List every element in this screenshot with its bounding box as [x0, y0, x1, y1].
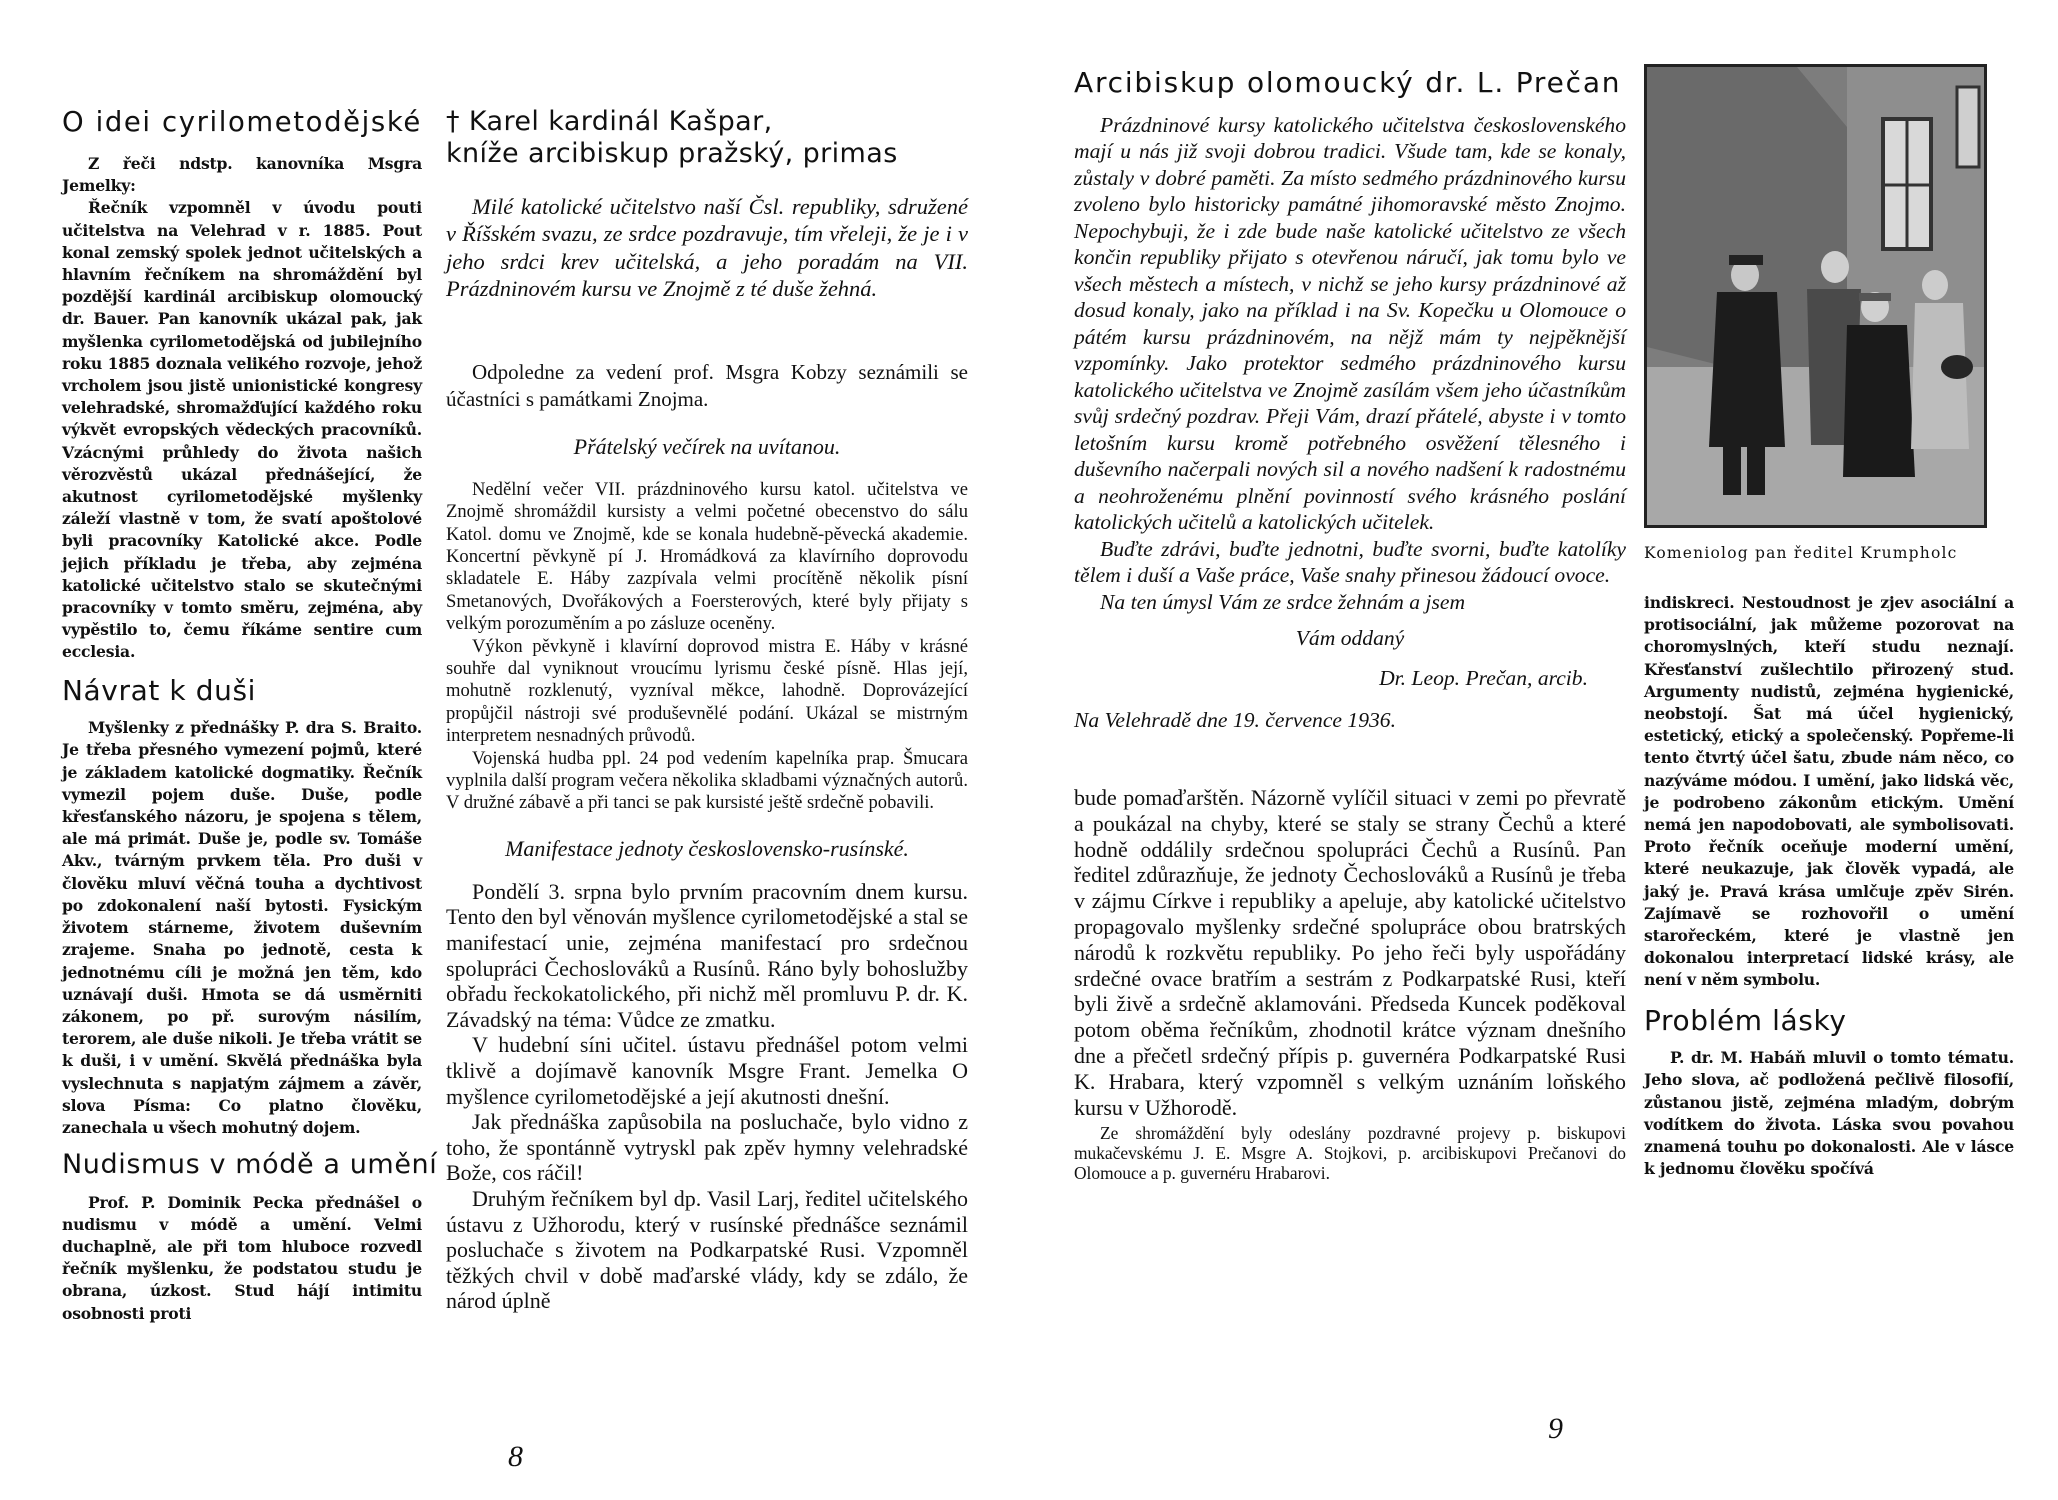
letter-paragraph-3: Na ten úmysl Vám ze srdce žehnám a jsem — [1100, 589, 1466, 614]
photo-caption: Komeniolog pan ředitel Krumpholc — [1644, 544, 1958, 562]
article-body-cyrilomethodian-idea — [62, 153, 422, 664]
paragraph-afternoon: Odpoledne za vedení prof. Msgra Kobzy seznámili se účastníci s památkami Znojma. — [446, 359, 968, 411]
left-page-column-1 — [62, 106, 438, 1325]
article-title-cyrilomethodian-idea: O idei cyrilometodějské — [62, 106, 422, 138]
right-page — [1010, 0, 2058, 1500]
page-number-right: 9 — [1548, 1412, 1563, 1445]
paragraph-performance: Výkon pěvkyně i klavírní doprovod mistra E. Háby v krásné souhře dal vyniknout vroucímu lyrismu české písně. Hlas její, mohutně rozklenutý, vyzníval měkce, lahodně. Doprovázející propůjčil nástroji své produševnělé podání. Ukázal se mistrným interpretem nesnadných průvodů. — [446, 635, 968, 747]
page-number-left: 8 — [508, 1440, 523, 1473]
title-line-2: kníže arcibiskup pražský, primas — [446, 138, 898, 170]
article-lead: Z řeči ndstp. kanovníka Msgra Jemelky: — [62, 154, 422, 196]
paragraph-evening-concert: Nedělní večer VII. prázdninového kursu katol. učitelstva ve Znojmě shromáždil kursisty a velmi početné obecenstvo do sálu Katol. domu ve Znojmě, kde se konala hudebně-pěvecká akademie. Koncertní pěvkyně pí J. Hromádková za klavírního doprovodu skladatele E. Háby zazpívala velmi procítěně několik písní Smetanových, Dvořákových a Foersterových, které byly přijaty s velkým porozuměním a po zásluze oceněny. — [446, 478, 968, 635]
article-paragraph: indiskreci. Nestoudnost je zjev asociální a protisociální, jak můžeme pozorovat na choromyslných, kteří studu neznají. Křesťanství zušlechtilo přirozený stud. Argumenty nudistů, zejména hygienické, neobstojí. Šat má účel hygienický, estetický, etický a společenský. Popřeme-li tento čtvrtý účel šatu, zbude nám něco, co nazýváme módou. I umění, jako lidská věc, je podrobeno zákonům etickým. Umění nemá jen napodobovati, ale symbolisovati. Proto řečník oceňuje moderní umění, které neukazuje, jak člověk vypadá, ale jaký je. Pravá krása umlčuje zpěv Sirén. Zajímavě se rozhovořil o umění starořeckém, které je vlastně jen dokonalou interpretací lidské krásy, ale není v něm symbolu. — [1644, 593, 2014, 990]
article-paragraph: Myšlenky z přednášky P. dra S. Braito. Je třeba přesného vymezení pojmů, které je základem katolické dogmatiky. Řečník vymezil pojem duše. Duše, podle křesťanského názoru, je spojena s tělem, ale má primát. Duše je, podle sv. Tomáše Akv., tvárným prvkem těla. Pro duši v člověku mluví věčná touha a dychtivost po zdokonalení naší bytosti. Fysickým životem stárneme, životem duševním zrajeme. Snaha po jednotě, cesta k jednotnému cíli je možná jen těm, kdo uznávají duši. Hmota se dá usměrniti zákonem, po př. surovým násilím, terorem, ale duše nikoli. Je třeba vrátit se k duši, i v umění. Skvělá přednáška byla vyslechnuta s napjatým zájmem a závěr, slova Písma: Co platno člověku, zanechala u všech mohutný dojem. — [62, 718, 422, 1137]
paragraph-greetings-sent: Ze shromáždění byly odeslány pozdravné projevy p. biskupovi mukačevskému J. E. Msgre A. Stojkovi, p. arcibiskupovi Prečanovi do Olomouce a p. guvernéru Hrabarovi. — [1074, 1123, 1626, 1183]
article-body-nudism-continued — [1644, 592, 2014, 992]
article-title-archbishop-precan: Arcibiskup olomoucký dr. L. Prečan — [1074, 66, 1622, 99]
article-title-problem-of-love: Problém lásky — [1644, 1003, 1847, 1037]
article-body-nudism — [62, 1192, 422, 1325]
letter-paragraph-1: Prázdninové kursy katolického učitelstva československého mají u nás již svoji dobrou tradici. Všude tam, kde se konaly, zůstaly v dobré paměti. Za místo sedmého prázdninového kursu zvoleno bylo historicky památné jihomoravské město Znojmo. Nepochybuji, že i zde bude naše katolické učitelstvo ze všech končin republiky přijato s otevřenou náručí, jak tomu bylo ve všech městech a místech, v nichž se jeho kursy prázdninové až dosud konaly, jako na příklad i na Sv. Kopečku u Olomouce o pátém kursu prázdninovém, na nějž mám ty nejpěknější vzpomínky. Jako protektor sedmého prázdninového kursu katolického učitelstva ve Znojmě zasílám všem jeho účastníkům svůj srdečný pozdrav. Přeji Vám, drazí přátelé, abyste i v tomto letošním kursu kromě potřebného osvěžení tělesného i duševního načerpali nových sil a nového nadšení k radostnému a neohroženému plnění povinností svého krásného poslání katolických učitelů a katolických učitelek. — [1074, 112, 1626, 535]
article-paragraph: Prof. P. Dominik Pecka přednášel o nudismu v módě a umění. Velmi duchaplně, ale při tom hluboce rozvedl řečník myšlenku, že podstatou studu je obrana, úzkost. Stud hájí intimitu osobnosti proti — [62, 1192, 422, 1323]
subheading-welcome-evening: Přátelský večírek na uvítanou. — [573, 433, 841, 459]
letter-dateline: Na Velehradě dne 19. července 1936. — [1074, 708, 1396, 733]
subheading-manifestation: Manifestace jednoty československo-rusínské. — [505, 835, 909, 861]
article-body-problem-of-love — [1644, 1047, 2014, 1180]
letter-paragraph-2: Buďte zdrávi, buďte jednotni, buďte svorni, buďte katolíky tělem i duší a Vaše práce, Vaše snahy přinesou žádoucí ovoce. — [1074, 536, 1626, 588]
left-page — [0, 0, 1010, 1500]
paragraph-second-speaker: Druhým řečníkem byl dp. Vasil Larj, ředitel učitelského ústavu z Užhorodu, který v rusínské přednášce seznámil posluchače s životem na Podkarpatské Rusi. Vzpomněl těžkých chvil v době maďarské vlády, kdy se zdálo, že národ úplně — [446, 1186, 968, 1314]
photo-group-portrait — [1644, 64, 1987, 528]
paragraph-monday: Pondělí 3. srpna bylo prvním pracovním dnem kursu. Tento den byl věnován myšlence cyrilometodějské a stal se manifestací unie, zejména manifestací pro srdečnou spolupráci Čechoslováků a Rusínů. Ráno byly bohoslužby obřadu řeckokatolického, při nichž měl promluvu P. dr. K. Závadský na téma: Vůdce ze zmatku. — [446, 878, 968, 1032]
article-body-return-to-soul — [62, 717, 422, 1139]
right-page-column-1 — [1074, 66, 1626, 1183]
letter-closing: Vám oddaný — [1295, 626, 1405, 651]
article-title-nudism: Nudismus v módě a umění — [62, 1149, 438, 1181]
title-line-1: † Karel kardinál Kašpar, — [446, 106, 773, 137]
article-title-cardinal-kaspar — [446, 106, 968, 171]
photo-image — [1647, 67, 1984, 525]
paragraph-effect: Jak přednáška zapůsobila na posluchače, bylo vidno z toho, že spontánně vytryskl pak zpěv hymny velehradské Bože, cos ráčil! — [446, 1109, 968, 1186]
right-page-column-2 — [1644, 64, 2030, 1180]
article-paragraph: P. dr. M. Habáň mluvil o tomto tématu. Jeho slova, ač podložená pečlivě filosofií, zůstanou jistě, zejména mladým, dobrým vodítkem do života. Láska svou povahou znamená touhu po dokonalosti. Ale v lásce k jednomu člověku spočívá — [1644, 1048, 2014, 1179]
paragraph-military-music: Vojenská hudba ppl. 24 pod vedením kapelníka prap. Šmucara vyplnila další program večera několika skladbami význačných autorů. V družné zábavě a při tanci se pak kursisté ještě srdečně pobavili. — [446, 747, 968, 814]
cardinal-greeting: Milé katolické učitelstvo naší Čsl. republiky, sdružené v Říšském svazu, ze srdce pozdravuje, tím vřeleji, že je i v jeho srdci krev učitelská, a jeho poradám na VII. Prázdninovém kursu ve Znojmě z té duše žehná. — [446, 193, 968, 302]
letter-signature: Dr. Leop. Prečan, arcib. — [1379, 666, 1588, 691]
paragraph-continuation: bude pomaďarštěn. Názorně vylíčil situaci v zemi po převratě a poukázal na chyby, které se staly se strany Čechů a které hodně oddálily srdečnou spolupráci Čechů a Rusínů. Pan ředitel zdůrazňuje, že jednoty Čechoslováků a Rusínů je třeba v zájmu Církve i republiky a apeluje, aby katolické učitelstvo propagovalo myšlenky srdečné spolupráce obou bratrských národů k rozkvětu republiky. Po jeho řeči byly uspořádány srdečné ovace bratřím a sestrám z Podkarpatské Rusi, kteří byli živě a srdečně aklamováni. Předseda Kuncek poděkoval potom oběma řečníkům, zhodnotil krátce význam dnešního dne a přečetl srdečný přípis p. guvernéra Podkarpatské Rusi K. Hrabara, který vzpomněl s velkým uznáním loňského kursu v Užhorodě. — [1074, 785, 1626, 1120]
left-page-column-2 — [446, 106, 968, 1314]
article-paragraph: Řečník vzpomněl v úvodu pouti učitelstva na Velehrad v r. 1885. Pout konal zemský spolek jednot učitelských a hlavním řečníkem na shromáždění byl pozdější kardinál arcibiskup olomoucký dr. Bauer. Pan kanovník ukázal pak, jak myšlenka cyrilometodějská od jubilejního roku 1885 doznala velikého rozvoje, jehož vrcholem jsou jistě unionistické kongresy velehradské, shromažďující každého roku výkvět evropských vědeckých pracovníků. Vzácnými průhledy do života našich věrozvěstů ukázal přednášející, že akutnost cyrilometodějské myšlenky záleží vlastně v tom, že svatí apoštolové byli pracovníky Katolické akce. Podle jejich příkladu je třeba, aby zejména katolické učitelstvo stalo se skutečnými pracovníky v tomto směru, zejména, aby vypěstilo to, čemu říkáme sentire cum ecclesia. — [62, 198, 422, 662]
article-title-return-to-soul: Návrat k duši — [62, 673, 257, 707]
paragraph-music-hall: V hudební síni učitel. ústavu přednášel potom velmi tklivě a dojímavě kanovník Msgre Frant. Jemelka O myšlence cyrilometodějské a její akutnosti dnešní. — [446, 1032, 968, 1109]
